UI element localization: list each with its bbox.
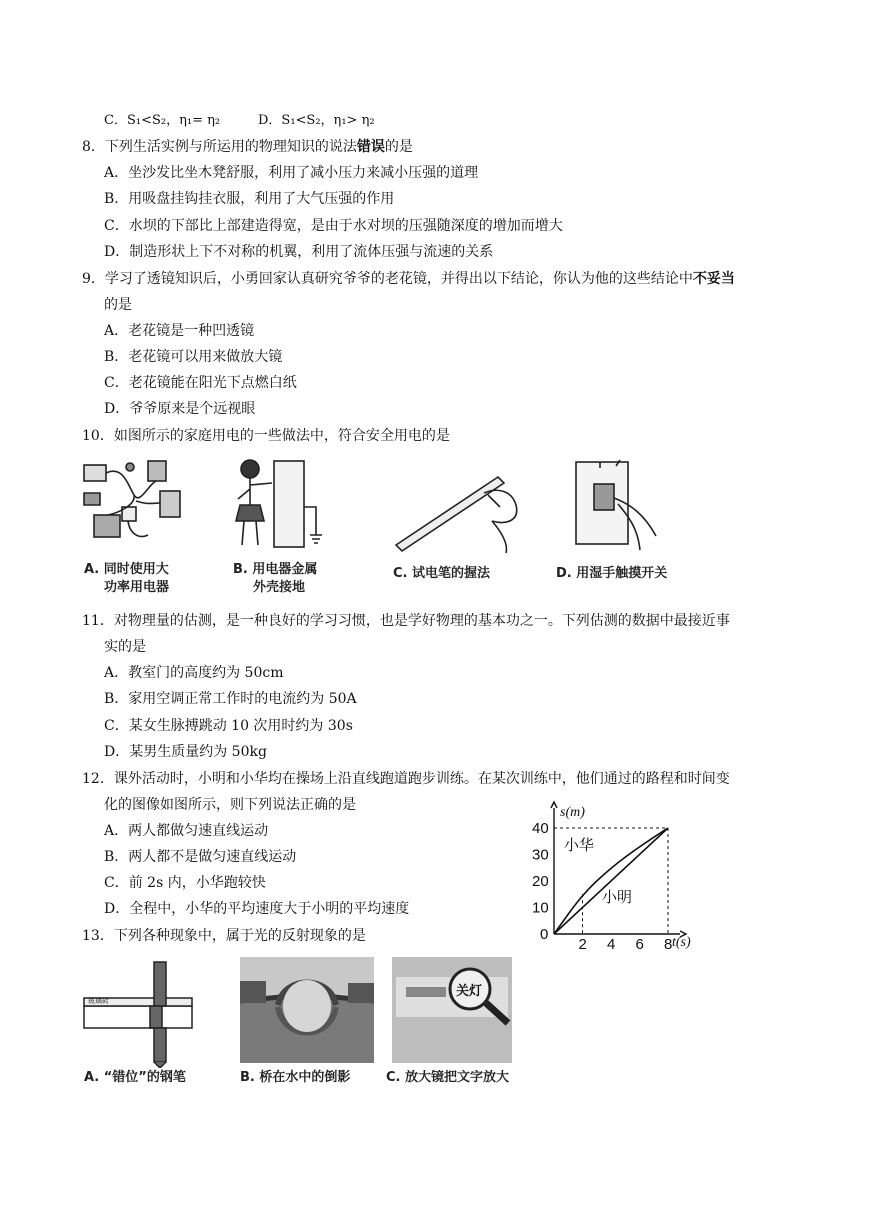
- q8-stem-post: 的是: [384, 139, 413, 155]
- q13-stem: 13．下列各种现象中，属于光的反射现象的是: [82, 928, 366, 944]
- y-axis-arrow: [551, 802, 557, 808]
- q11-option-a: A．教室门的高度约为 50cm: [104, 665, 284, 681]
- x-tick-label: 4: [607, 936, 616, 950]
- q11-option-b: B．家用空调正常工作时的电流约为 50A: [104, 691, 357, 707]
- y-tick-label: 10: [532, 899, 549, 917]
- q13-figure-c-magnifier-photo: [392, 957, 512, 1063]
- series-label-xiaoming: 小明: [602, 889, 633, 906]
- q10-figure-b-grounding: [228, 455, 338, 555]
- q10-figure-a-appliances: [78, 455, 188, 555]
- glass-brick-label: 玻璃砖: [88, 997, 109, 1005]
- q13-caption-b: B. 桥在水中的倒影: [240, 1070, 351, 1085]
- x-tick-label: 6: [635, 936, 644, 950]
- q9-stem-emphasis: 不妥当: [692, 271, 735, 287]
- y-tick-label: 30: [532, 846, 549, 864]
- chart-axes: [551, 802, 686, 937]
- q8-stem-emphasis: 错误: [356, 139, 385, 155]
- q8-option-d: D．制造形状上下不对称的机翼，利用了流体压强与流速的关系: [104, 244, 494, 260]
- q12-option-b: B．两人都不是做匀速直线运动: [104, 849, 297, 865]
- q10-caption-b-line1: B. 用电器金属: [233, 562, 318, 577]
- q12-option-a: A．两人都做匀速直线运动: [104, 823, 269, 839]
- y-tick-label: 20: [532, 873, 549, 890]
- q9-option-d: D．爷爷原来是个远视眼: [104, 401, 256, 417]
- q12-stem: 12．课外活动时，小明和小华均在操场上沿直线跑道跑步训练。在某次训练中，他们通过的路程和时间变: [82, 771, 730, 787]
- q9-option-c: C．老花镜能在阳光下点燃白纸: [104, 375, 297, 391]
- q10-figure-d-wet-switch: [560, 458, 670, 558]
- q11-stem-cont: 实的是: [104, 639, 146, 655]
- magnified-sign-text: 关灯: [456, 984, 483, 999]
- q8-option-b: B．用吸盘挂钩挂衣服，利用了大气压强的作用: [104, 191, 395, 207]
- q9-stem-pre: 9．学习了透镜知识后，小勇回家认真研究爷爷的老花镜，并得出以下结论，你认为他的这些结论中: [82, 271, 693, 287]
- q8-stem-pre: 8．下列生活实例与所运用的物理知识的说法: [82, 139, 357, 155]
- x-tick-label: 2: [578, 936, 587, 950]
- q11-stem: 11．对物理量的估测，是一种良好的学习习惯，也是学好物理的基本功之一。下列估测的数据中最接近事: [82, 613, 730, 629]
- q7-option-d: D．S₁<S₂，η₁> η₂: [258, 113, 375, 128]
- q7-option-c: C．S₁<S₂，η₁= η₂: [104, 113, 221, 128]
- q9-stem-cont: 的是: [104, 297, 132, 313]
- q9-option-a: A．老花镜是一种凹透镜: [104, 323, 255, 339]
- q10-caption-a-line2: 功率用电器: [104, 580, 170, 595]
- q10-caption-d: D. 用湿手触摸开关: [556, 566, 668, 581]
- q13-caption-c: C. 放大镜把文字放大: [386, 1070, 510, 1085]
- q8-option-a: A．坐沙发比坐木凳舒服，利用了减小压力来减小压强的道理: [104, 165, 479, 181]
- series-label-xiaohua: 小华: [564, 837, 595, 854]
- q12-option-c: C．前 2s 内，小华跑较快: [104, 875, 266, 891]
- q13-figure-b-bridge-photo: [240, 957, 374, 1063]
- x-axis-label: t(s): [672, 935, 691, 950]
- q10-caption-a-line1: A. 同时使用大: [84, 562, 169, 577]
- q10-stem: 10．如图所示的家庭用电的一些做法中，符合安全用电的是: [82, 428, 450, 444]
- y-axis-label: s(m): [560, 805, 585, 820]
- q11-option-d: D．某男生质量约为 50kg: [104, 744, 267, 760]
- q10-caption-b-line2: 外壳接地: [253, 580, 306, 595]
- q8-stem: [82, 138, 413, 156]
- origin-label: 0: [540, 926, 549, 943]
- q10-caption-c: C. 试电笔的握法: [393, 566, 491, 581]
- y-tick-label: 40: [532, 820, 549, 837]
- q12-stem-cont: 化的图像如图所示，则下列说法正确的是: [104, 797, 356, 813]
- q13-figure-a-pen-glass: [80, 958, 200, 1068]
- q12-distance-time-chart: [520, 800, 710, 950]
- q9-stem: [82, 270, 735, 288]
- q12-option-d: D．全程中，小华的平均速度大于小明的平均速度: [104, 901, 410, 917]
- x-tick-label: 8: [664, 936, 673, 950]
- q8-option-c: C．水坝的下部比上部建造得宽，是由于水对坝的压强随深度的增加而增大: [104, 218, 563, 234]
- q9-option-b: B．老花镜可以用来做放大镜: [104, 349, 283, 365]
- q10-figure-c-test-pen: [388, 465, 528, 555]
- q11-option-c: C．某女生脉搏跳动 10 次用时约为 30s: [104, 718, 353, 734]
- q13-caption-a: A. “错位”的钢笔: [84, 1070, 186, 1085]
